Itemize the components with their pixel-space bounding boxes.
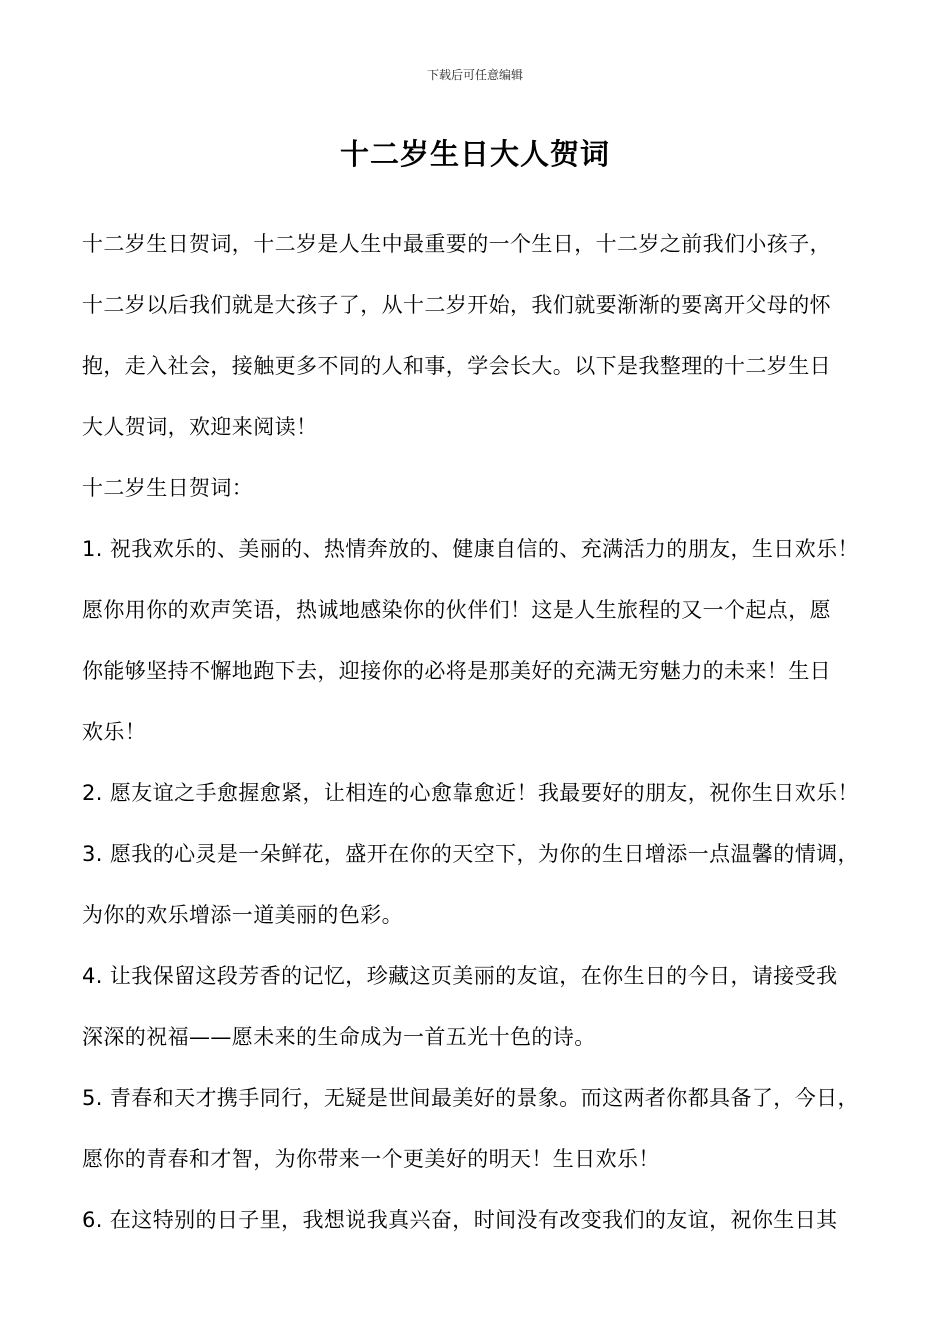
text-line: 为你的欢乐增添一道美丽的色彩。 — [82, 903, 403, 927]
text-line: 3. 愿我的心灵是一朵鲜花，盛开在你的天空下，为你的生日增添一点温馨的情调， — [82, 842, 859, 866]
text-line: 愿你的青春和才智，为你带来一个更美好的明天！生日欢乐！ — [82, 1147, 660, 1171]
text-line: 2. 愿友谊之手愈握愈紧，让相连的心愈靠愈近！我最要好的朋友，祝你生日欢乐！ — [82, 781, 859, 805]
text-line: 欢乐！ — [82, 720, 147, 744]
text-line: 十二岁生日贺词，十二岁是人生中最重要的一个生日，十二岁之前我们小孩子， — [82, 232, 831, 256]
page-title: 十二岁生日大人贺词 — [339, 137, 610, 171]
text-line: 抱，走入社会，接触更多不同的人和事，学会长大。以下是我整理的十二岁生日 — [82, 354, 831, 378]
document-body — [82, 214, 882, 1251]
header-note: 下载后可任意编辑 — [426, 68, 523, 82]
wish-item-5 — [82, 1068, 882, 1190]
wish-item-2 — [82, 763, 882, 824]
wish-item-1 — [82, 519, 882, 763]
text-line: 你能够坚持不懈地跑下去，迎接你的必将是那美好的充满无穷魅力的未来！生日 — [82, 659, 831, 683]
wish-item-6 — [82, 1190, 882, 1251]
text-line: 6. 在这特别的日子里，我想说我真兴奋，时间没有改变我们的友谊，祝你生日其 — [82, 1208, 838, 1232]
text-line: 十二岁以后我们就是大孩子了，从十二岁开始，我们就要渐渐的要离开父母的怀 — [82, 293, 831, 317]
section-heading — [82, 458, 882, 519]
text-line: 深深的祝福——愿未来的生命成为一首五光十色的诗。 — [82, 1025, 596, 1049]
text-line: 十二岁生日贺词： — [82, 476, 254, 500]
text-line: 愿你用你的欢声笑语，热诚地感染你的伙伴们！这是人生旅程的又一个起点，愿 — [82, 598, 831, 622]
text-line: 4. 让我保留这段芳香的记忆，珍藏这页美丽的友谊，在你生日的今日，请接受我 — [82, 964, 838, 988]
text-line: 5. 青春和天才携手同行，无疑是世间最美好的景象。而这两者你都具备了，今日， — [82, 1086, 859, 1110]
text-line: 1. 祝我欢乐的、美丽的、热情奔放的、健康自信的、充满活力的朋友，生日欢乐！ — [82, 537, 859, 561]
wish-item-4 — [82, 946, 882, 1068]
wish-item-3 — [82, 824, 882, 946]
intro-paragraph — [82, 214, 882, 458]
text-line: 大人贺词，欢迎来阅读！ — [82, 415, 318, 439]
